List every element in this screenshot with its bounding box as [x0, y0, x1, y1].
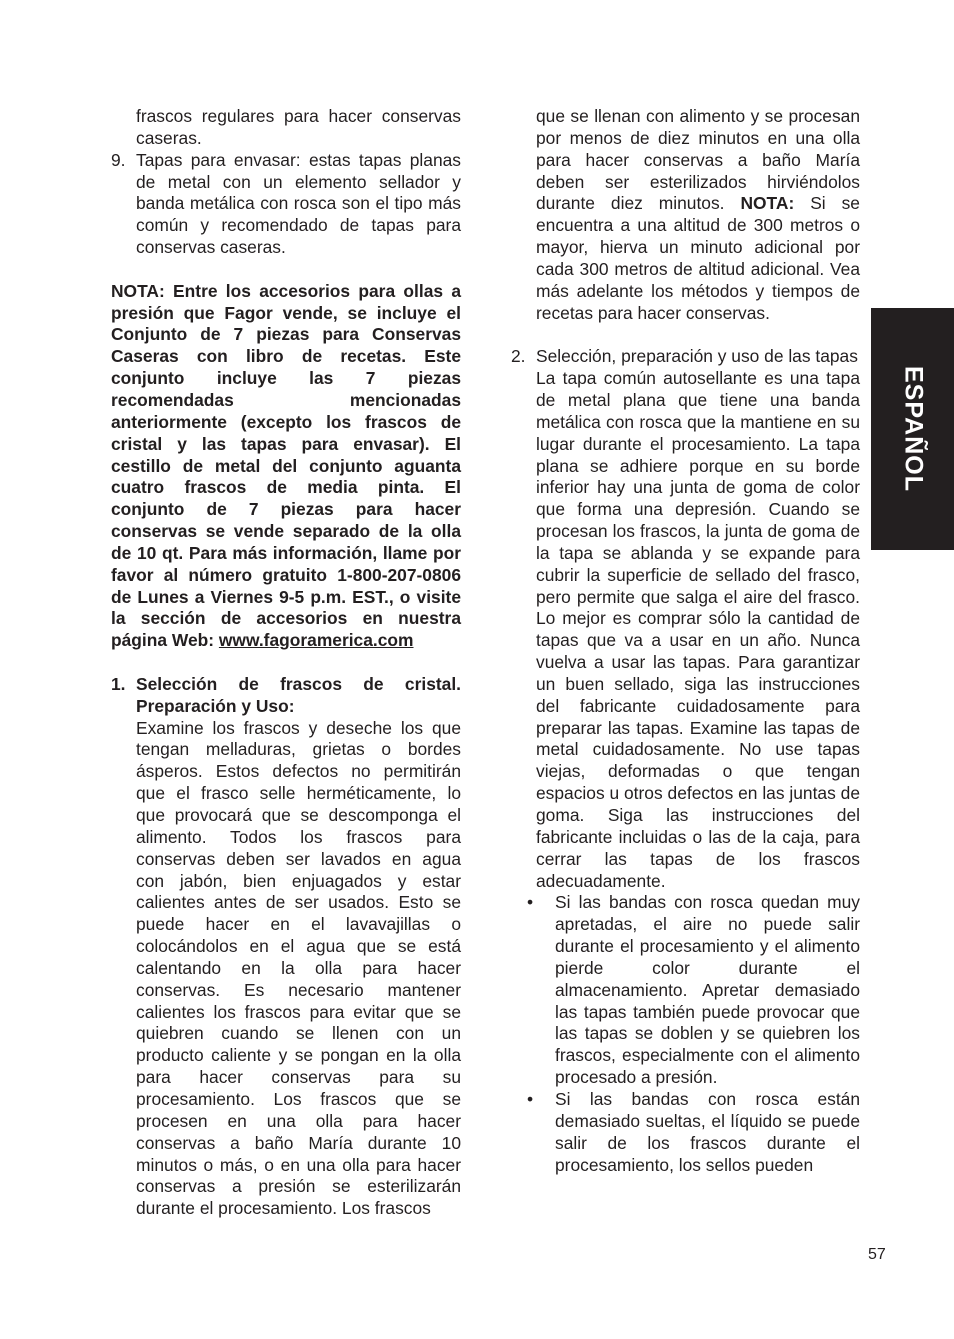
section-heading: Selección de frascos de cristal. Preparación y Uso: [136, 673, 461, 716]
bullet-icon: • [527, 1088, 534, 1109]
page-number: 57 [868, 1246, 886, 1263]
item-8-continuation: frascos regulares para hacer conservas caseras. [136, 106, 461, 148]
section-number: 2. [511, 346, 526, 367]
bullet-text: Si las bandas con rosca están demasiado sueltas, el líquido se puede salir de los frascos durante el procesamiento, los sellos pueden [555, 1088, 860, 1175]
section-1 [111, 674, 461, 1220]
bullet-icon: • [527, 892, 534, 913]
section-2 [511, 346, 860, 892]
right-column [511, 106, 860, 1176]
section-1-continuation [511, 106, 860, 324]
list-item-text: Tapas para envasar: estas tapas planas de metal con un elemento sellador y banda metálica con rosca son el tipo más común y recomendado de tapas para conservas caseras. [136, 149, 461, 258]
bullet-text: Si las bandas con rosca quedan muy apretadas, el aire no puede salir durante el procesamiento y el alimento pierde color durante el almacenamiento. Apretar demasiado las tapas también puede provocar que las tapas se doblen y se quiebren los frascos, especialmente con el alimento procesado a presión. [555, 892, 860, 1088]
section-1-cont-text: que se llenan con alimento y se procesan por menos de diez minutos en una olla para hacer conservas a baño María deben ser esterilizados hirviéndolos durante diez minutos. [536, 106, 860, 214]
bullet-item [511, 1089, 860, 1176]
bullet-item [511, 892, 860, 1089]
list-number: 9. [111, 149, 126, 170]
website-link[interactable]: www.fagoramerica.com [218, 630, 414, 651]
section-heading: Selección, preparación y uso de las tapas [536, 346, 858, 367]
note-paragraph [111, 281, 461, 652]
note-text: NOTA: Entre los accesorios para ollas a presión que Fagor vende, se incluye el Conjunto de 7 piezas para Conservas Caseras con libro de recetas. Este conjunto incluye las 7 piezas recomendadas mencionadas anteriormente (excepto los frascos de cristal y las tapas para envasar). El cestillo de metal del conjunto aguanta cuatro frascos de media pinta. El conjunto de 7 piezas para hacer conservas se vende separado de la olla de 10 qt. Para más información, llame por favor al número gratuito 1-800-207-0806 de Lunes a Viernes 9-5 p.m. EST., o visite la sección de accesorios en nuestra página Web: [111, 280, 461, 651]
left-column [111, 106, 461, 1220]
note-text: Si se encuentra a una altitud de 300 metros o mayor, hierva un minuto adicional por cada 300 metros de altitud adicional. Vea más adelante los métodos y tiempos de recetas para hacer conservas. [536, 193, 860, 323]
language-side-tab [871, 308, 954, 550]
section-body: La tapa común autosellante es una tapa de metal plana que tiene una banda metálica con rosca que la mantiene en su lugar durante el procesamiento. La tapa plana se adhiere porque en su borde inferior hay una junta de goma de color que forma una depresión. Cuando se procesan los frascos, la junta de goma de la tapa se ablanda y se expande para cubrir la superficie de sellado del frasco, pero permite que salga el aire del frasco. Lo mejor es comprar sólo la cantidad de tapas que va a usar en un año. Nunca vuelva a usar las tapas. Para garantizar un buen sellado, siga las instrucciones del fabricante cuidadosamente para preparar las tapas. Examine las tapas de metal cuidadosamente. No use tapas viejas, deformadas o que tengan espacios u otros defectos en las juntas de goma. Siga las instrucciones del fabricante incluidas o las de la caja, para cerrar las tapas de los frascos adecuadamente. [536, 368, 860, 891]
section-body: Examine los frascos y deseche los que tengan melladuras, grietas o bordes ásperos. Estos defectos no permitirán que el frasco selle herméticamente, lo que provocará que se descomponga el alimento. Todos los frascos para conservas deben ser lavados en agua con jabón, bien enjuagados y estar calientes antes de ser usados. Esto se puede hacer en el lavavajillas o colocándolos en el agua que se está calentando en la olla para hacer conservas. Es necesario mantener calientes los frascos para evitar que se quiebren cuando se llenen con un producto caliente y se pongan en la olla para hacer conservas para su procesamiento. Los frascos que se procesen en una olla para hacer conservas a baño María durante 10 minutos o más, o en una olla para hacer conservas a presión se esterilizarán durante el procesamiento. Los frascos [136, 717, 461, 1219]
section-number: 1. [111, 673, 126, 694]
note-label: NOTA: [740, 193, 795, 214]
list-item-9 [111, 150, 461, 259]
language-label: ESPAÑOL [899, 366, 927, 492]
